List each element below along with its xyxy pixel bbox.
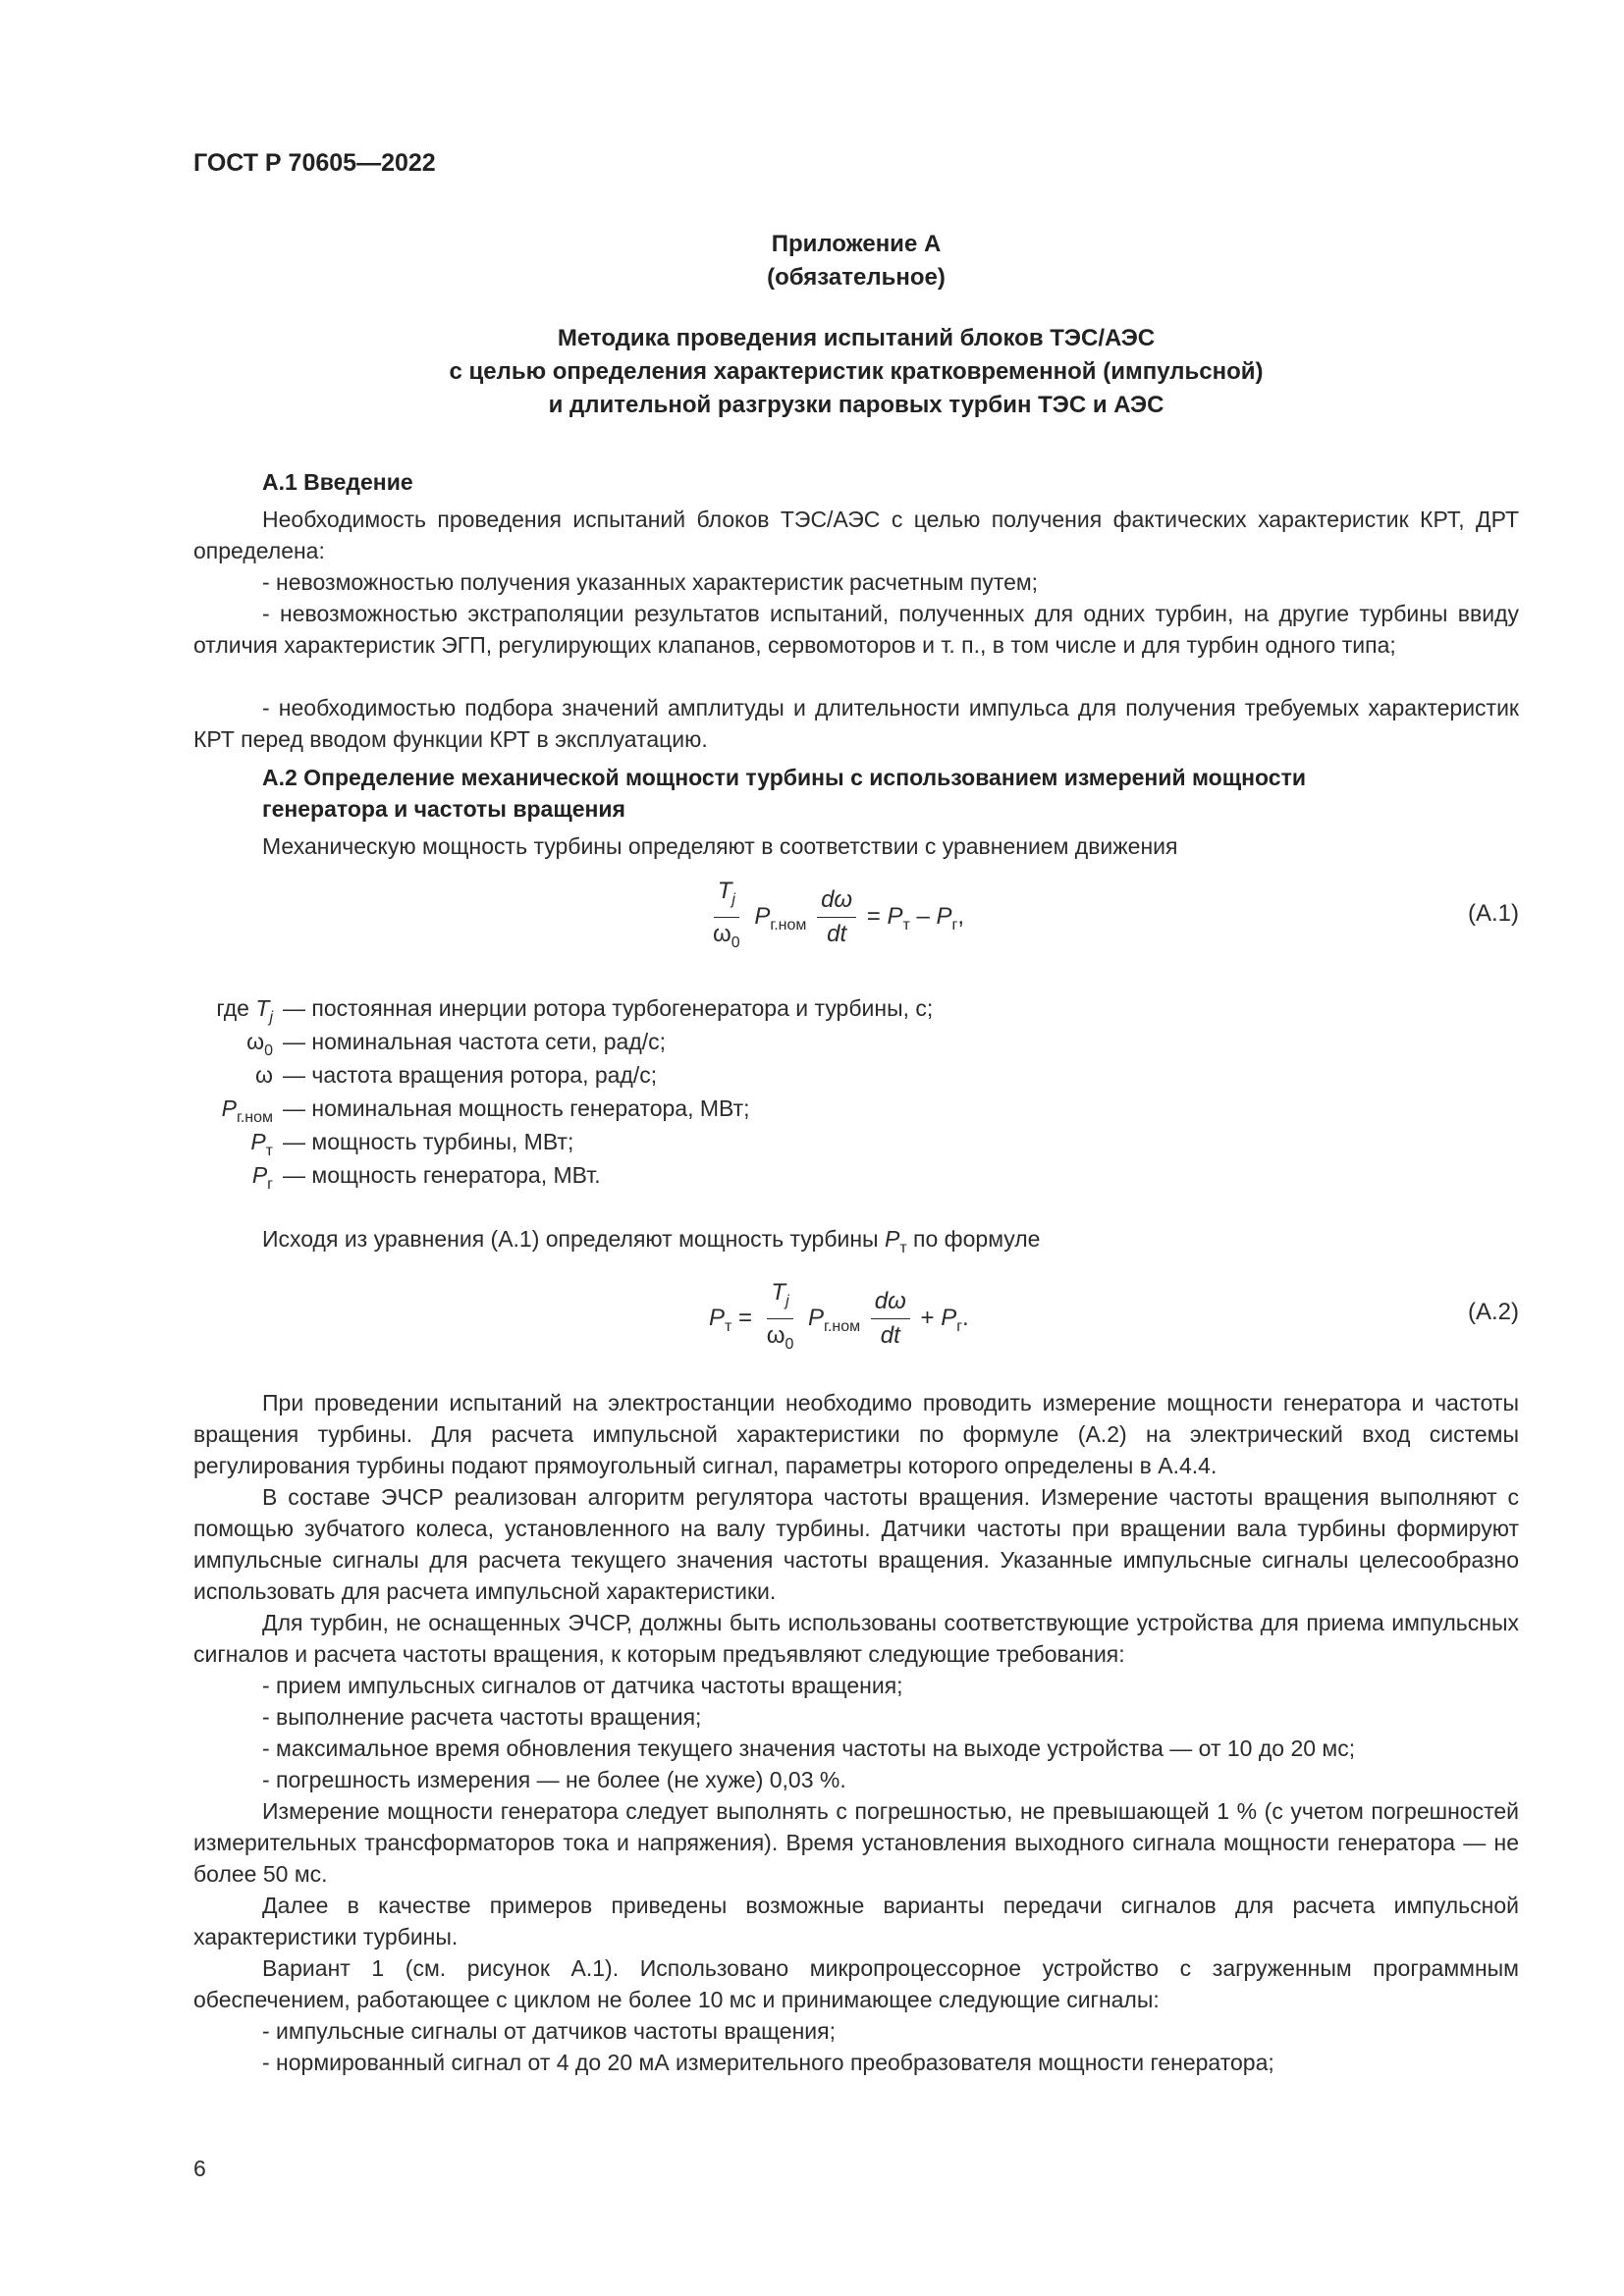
symbol-definitions: где $T_j$ — постоянная инерции ротора турбогенератора и турбины, с; $\omega_0$ — номинальная частота сети, рад/с; ω — частота вращения ротора, рад/с; $P_{г.ном}$ — номинальная мощность генератора, МВт; $P_т$ — мощность турбины, МВт; $P_г$ — мощность генератора, МВт. <box>216 995 934 1193</box>
appendix-heading-line-2: с целью определения характеристик кратковременной (импульсной) <box>449 358 1264 385</box>
formula-a2-number: (А.2) <box>1467 1299 1519 1325</box>
section-a2-title-line-2: генератора и частоты вращения <box>262 796 625 822</box>
paragraph-generator-measurement: Измерение мощности генератора следует выполнять с погрешностью, не превышающей 1 % (с учетом погрешностей измерительных трансформаторов тока и напряжения). Время установления выходного сигнала мощности генератора — не более 50 мс. <box>193 1798 1519 1887</box>
formula-a1: $\frac{T_j}{\omega_0}$ $P_{г.ном}$ $\frac{d\omega}{dt}$ = $P_т - P_г$, <box>705 877 964 958</box>
signal-item: - импульсные сигналы от датчиков частоты вращения; <box>262 2018 836 2044</box>
paragraph-non-echsr: Для турбин, не оснащенных ЭЧСР, должны быть использованы соответствующие устройства для приема импульсных сигналов и расчета частоты вращения, к которым предъявляют следующие требования: <box>193 1610 1519 1667</box>
section-a1-title: А.1 Введение <box>262 469 413 495</box>
section-a1-bullet-1: - невозможностью получения указанных характеристик расчетным путем; <box>262 569 1039 595</box>
paragraph-examples: Далее в качестве примеров приведены возможные варианты передачи сигналов для расчета импульсной характеристики турбины. <box>193 1893 1519 1949</box>
section-a1-bullet-3: - необходимостью подбора значений амплитуды и длительности импульса для получения требуемых характеристик КРТ перед вводом функции КРТ в эксплуатацию. <box>193 695 1519 752</box>
paragraph-echsr: В составе ЭЧСР реализован алгоритм регулятора частоты вращения. Измерение частоты вращения выполняют с помощью зубчатого колеса, установленного на валу турбины. Датчики частоты при вращении вала турбины формируют импульсные сигналы для расчета текущего значения частоты вращения. Указанные импульсные сигналы целесообразно использовать для расчета импульсной характеристики. <box>193 1484 1519 1604</box>
section-a2-title-line-1: А.2 Определение механической мощности турбины с использованием измерений мощности <box>262 765 1306 790</box>
paragraph-variant-1: Вариант 1 (см. рисунок А.1). Использовано микропроцессорное устройство с загруженным программным обеспечением, работающее с циклом не более 10 мс и принимающее следующие сигналы: <box>193 1955 1519 2012</box>
formula-a2: $P_т$ = $\frac{T_j}{\omega_0}$ $P_{г.ном}$ $\frac{d\omega}{dt}$ + $P_г$. <box>709 1278 969 1360</box>
requirement-item: - погрешность измерения — не более (не хуже) 0,03 %. <box>262 1767 846 1792</box>
formula-a1-fraction-dw-dt: $\frac{d\omega}{dt}$ <box>817 885 856 949</box>
requirement-item: - прием импульсных сигналов от датчика частоты вращения; <box>262 1673 903 1698</box>
paragraph-testing: При проведении испытаний на электростанции необходимо проводить измерение мощности генератора и частоты вращения турбины. Для расчета импульсной характеристики по формуле (А.2) на электрический вход системы регулирования турбины подают прямоугольный сигнал, параметры которого определены в А.4.4. <box>193 1390 1519 1478</box>
requirement-item: - выполнение расчета частоты вращения; <box>262 1704 702 1730</box>
appendix-status: (обязательное) <box>767 264 946 291</box>
section-a2-intro: Механическую мощность турбины определяют в соответствии с уравнением движения <box>262 833 1178 859</box>
formula-a2-lead-in: Исходя из уравнения (А.1) определяют мощность турбины $P_т$ по формуле <box>262 1226 1041 1256</box>
formula-a1-fraction-tj: $\frac{T_j}{\omega_0}$ <box>713 878 740 951</box>
requirement-item: - максимальное время обновления текущего значения частоты на выходе устройства — от 10 до 20 мс; <box>262 1735 1356 1761</box>
section-a1-intro: Необходимость проведения испытаний блоков ТЭС/АЭС с целью получения фактических характеристик КРТ, ДРТ определена: <box>193 507 1519 563</box>
formula-a2-fraction-dw-dt: $\frac{d\omega}{dt}$ <box>871 1287 910 1351</box>
document-code: ГОСТ Р 70605—2022 <box>193 149 436 177</box>
appendix-title: Приложение А <box>771 231 942 257</box>
appendix-heading-line-3: и длительной разгрузки паровых турбин ТЭС и АЭС <box>548 392 1164 418</box>
formula-a1-number: (А.1) <box>1467 900 1519 927</box>
section-a1-bullet-2: - невозможностью экстраполяции результатов испытаний, полученных для одних турбин, на другие турбины ввиду отличия характеристик ЭГП, регулирующих клапанов, сервомоторов и т. п., в том числе и для турбин одного типа; <box>193 601 1519 658</box>
appendix-heading-line-1: Методика проведения испытаний блоков ТЭС/АЭС <box>557 325 1156 351</box>
page-number: 6 <box>193 2156 206 2181</box>
formula-a2-fraction-tj: $\frac{T_j}{\omega_0}$ <box>766 1279 794 1353</box>
signal-item: - нормированный сигнал от 4 до 20 мА измерительного преобразователя мощности генератора; <box>262 2050 1274 2075</box>
